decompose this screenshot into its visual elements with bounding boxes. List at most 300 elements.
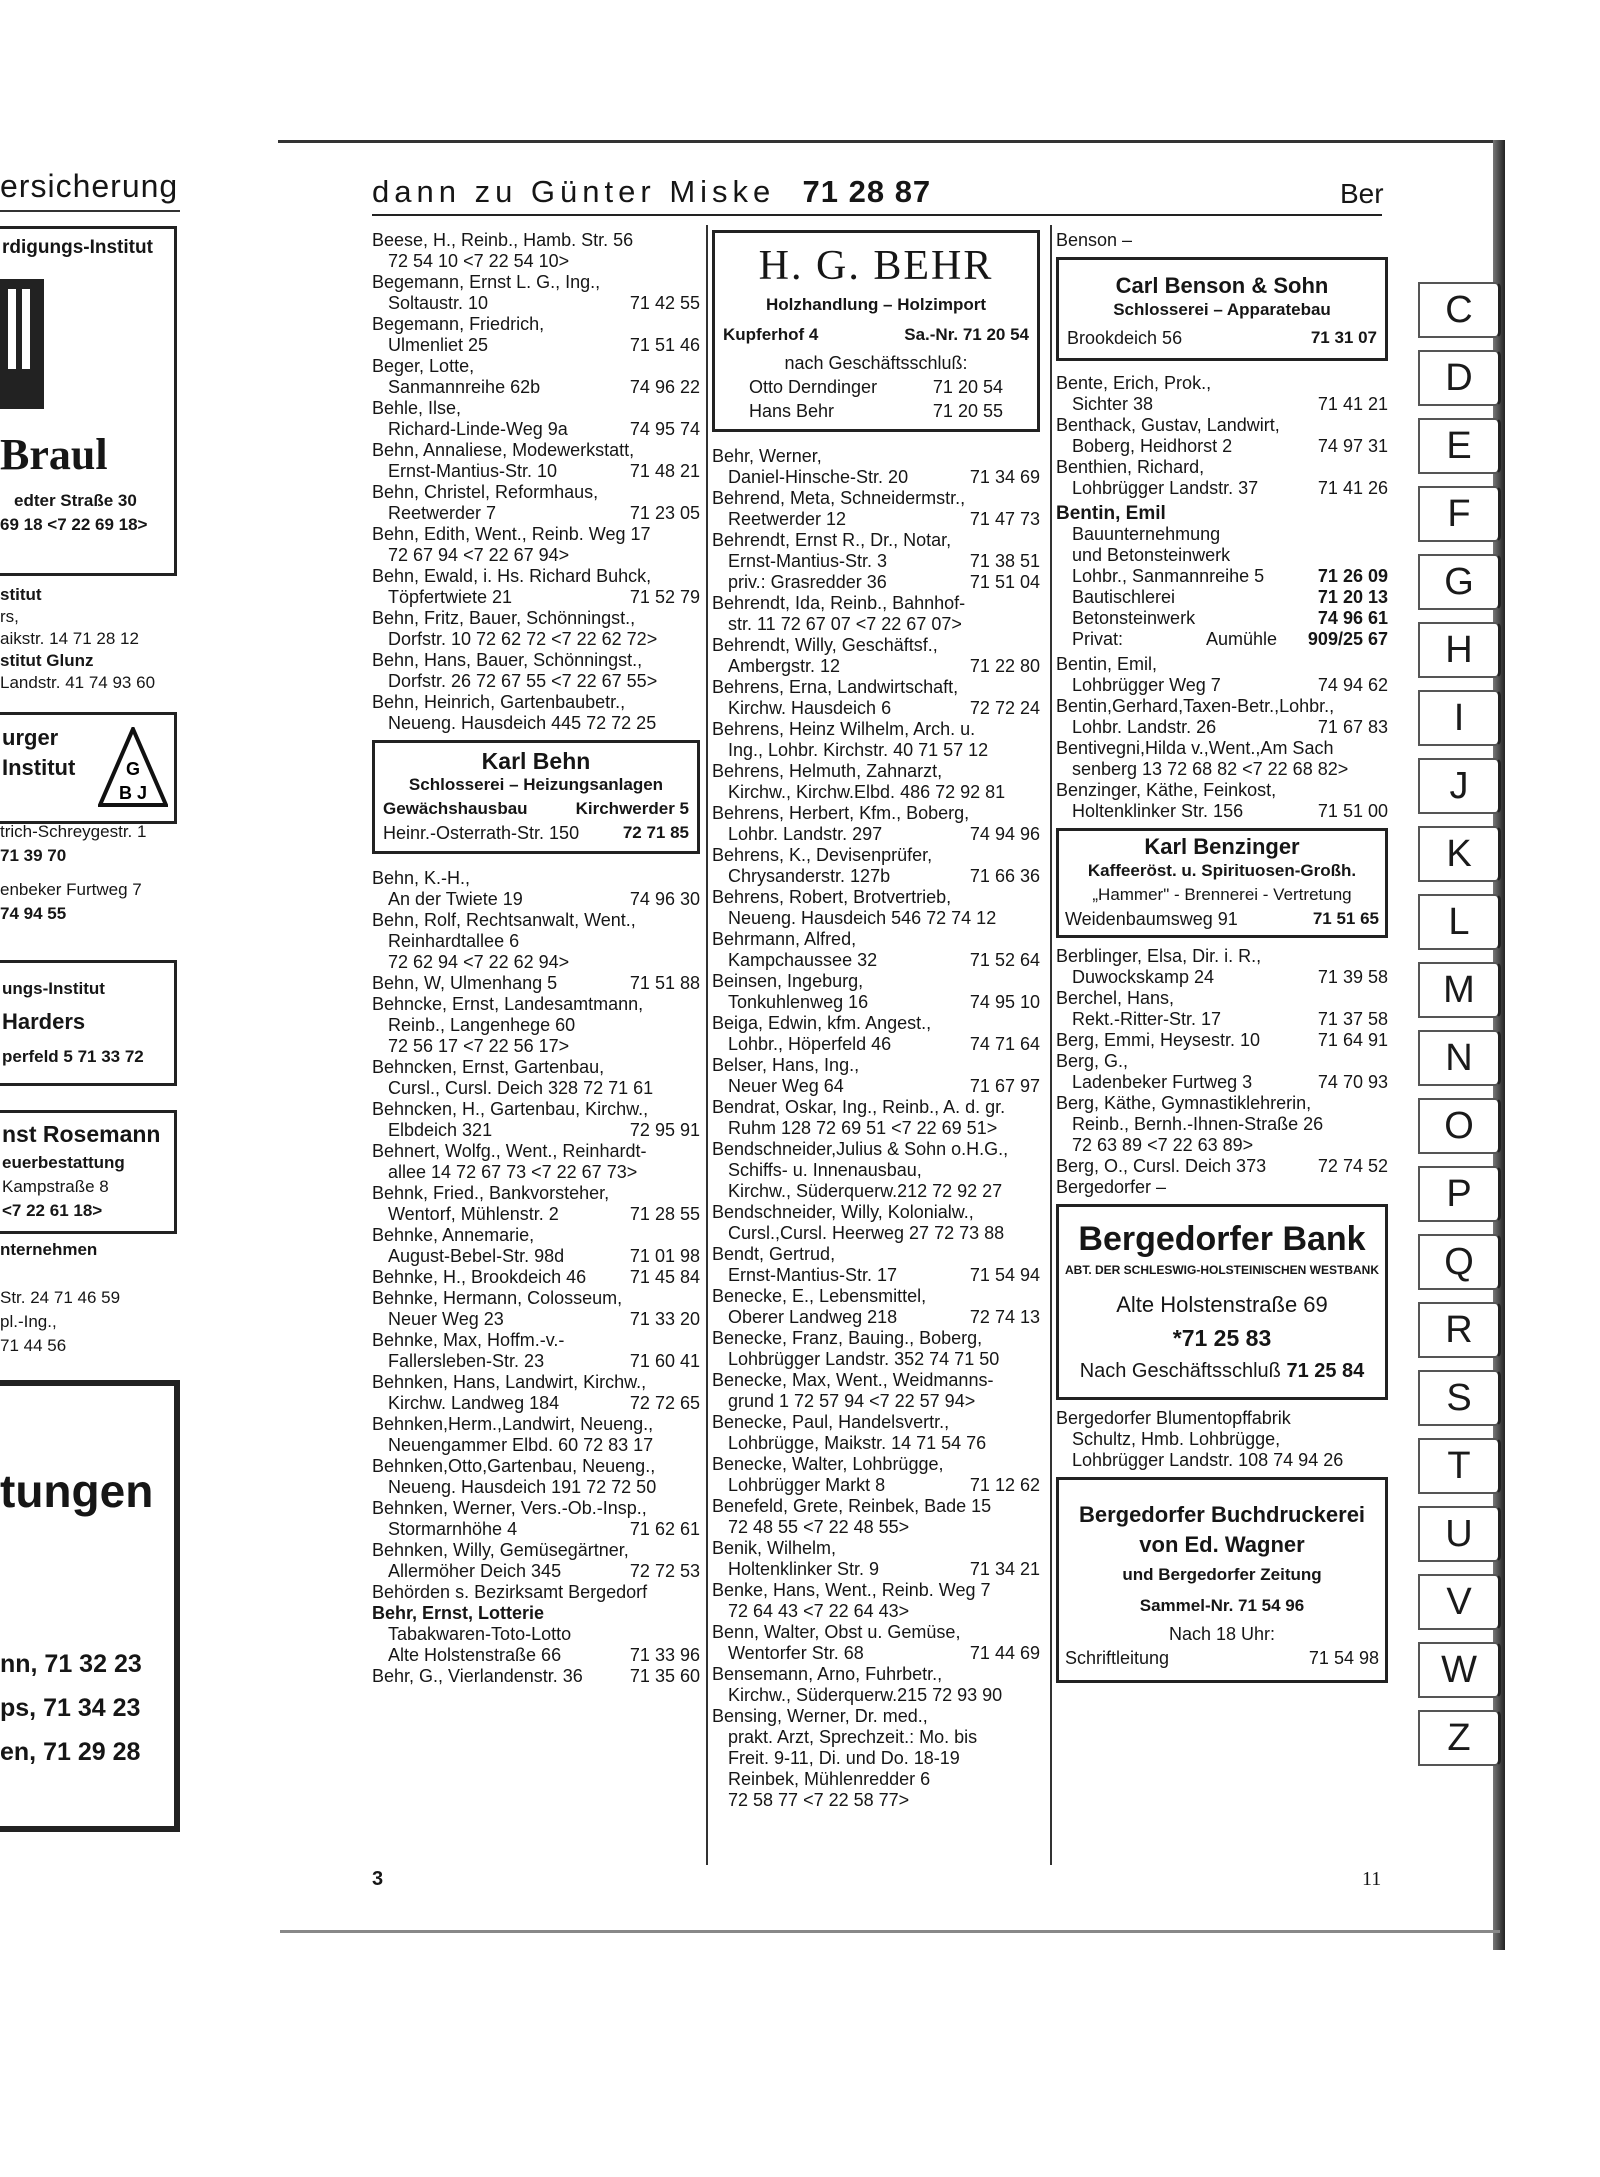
entry-text: Behn, Ewald, i. Hs. Richard Buhck, [372,566,652,586]
tab-letter-q[interactable]: Q [1418,1234,1501,1290]
entry-text: Begemann, Friedrich, [372,314,545,334]
entry-phone: 74 97 31 [1317,436,1388,456]
entry-line [712,1727,1040,1748]
entry-text: Bendrat, Oskar, Ing., Reinb., A. d. gr. [712,1097,1006,1117]
entry-text: Lohbrügger Landstr. 352 74 71 50 [728,1349,1000,1369]
entry-text: Benecke, Walter, Lohbrügge, [712,1454,944,1474]
directory-entry [372,524,700,566]
tab-letter-i[interactable]: I [1418,690,1501,746]
directory-entry [712,1139,1040,1202]
entry-text: Elbdeich 321 [388,1120,493,1140]
directory-entry [372,1582,700,1603]
ad-line: <7 22 61 18> [2,1201,103,1220]
entry-text: Belser, Hans, Ing., [712,1055,860,1075]
directory-entry [1056,1156,1388,1177]
entry-text: Bentivegni,Hilda v.,Went.,Am Sach [1056,738,1334,758]
directory-entry [372,1666,700,1687]
entry-text: Behn, Fritz, Bauer, Schönningst., [372,608,636,628]
tab-letter-z[interactable]: Z [1418,1710,1501,1766]
entry-text: Dorfstr. 26 72 67 55 <7 22 67 55> [388,671,658,691]
ad-line: perfeld 5 71 33 72 [2,1047,144,1066]
directory-entry [712,845,1040,887]
left-line: Str. 24 71 46 59 [0,1288,121,1307]
entry-text: prakt. Arzt, Sprechzeit.: Mo. bis [728,1727,978,1747]
entry-text: Behnke, H., Brookdeich 46 [372,1267,587,1287]
entry-text: Behörden s. Bezirksamt Bergedorf [372,1582,648,1602]
entry-name [372,910,700,931]
entry-phone: 71 67 83 [1317,717,1388,737]
entry-line [712,1517,1040,1538]
entry-line [712,1790,1040,1811]
tab-letter-v[interactable]: V [1418,1574,1501,1630]
tab-letter-o[interactable]: O [1418,1098,1501,1154]
entry-line [712,698,1040,719]
entry-text: Behn, K.-H., [372,868,471,888]
tab-letter-u[interactable]: U [1418,1506,1501,1562]
left-line: nternehmen [0,1240,98,1259]
ad-address: Kupferhof 4 [723,325,819,344]
entry-text: Boberg, Heidhorst 2 [1072,436,1233,456]
entry-text: Neueng. Hausdeich 191 72 72 50 [388,1477,657,1497]
entry-text: Schiffs- u. Innenausbau, [728,1160,922,1180]
entry-phone: 71 34 21 [969,1559,1040,1579]
entry-phone: 71 66 36 [969,866,1040,886]
entry-text: Behncken, Ernst, Gartenbau, [372,1057,605,1077]
entry-text: Bendt, Gertrud, [712,1244,836,1264]
directory-entry [372,910,700,973]
entry-text: Berblinger, Elsa, Dir. i. R., [1056,946,1262,966]
entry-name [372,272,700,293]
directory-entry [372,1183,700,1225]
entry-line [372,931,700,952]
tab-letter-r[interactable]: R [1418,1302,1501,1358]
entry-line [372,1036,700,1057]
directory-entry [372,1414,700,1456]
entry-text: Allermöher Deich 345 [388,1561,562,1581]
entry-text: Berg, O., Cursl. Deich 373 [1056,1156,1267,1176]
entry-name [372,230,700,251]
building-icon [0,279,44,409]
entry-text: Beese, H., Reinb., Hamb. Str. 56 [372,230,634,250]
entry-phone: 74 95 10 [969,992,1040,1012]
entry-line: Privat: [1072,629,1124,649]
entry-name [712,929,1040,950]
entry-text: Ernst-Mantius-Str. 17 [728,1265,898,1285]
entry-line [712,1475,1040,1496]
directory-entry [1056,1177,1388,1198]
ad-hg-behr [712,230,1040,432]
entry-phone: 72 74 52 [1317,1156,1388,1176]
entry-text: Ladenbeker Furtweg 3 [1072,1072,1253,1092]
entry-line [1056,1135,1388,1156]
entry-name [1056,1030,1388,1051]
entry-name [372,650,700,671]
entry-text: Benefeld, Grete, Reinbek, Bade 15 [712,1496,992,1516]
directory-entry [712,1664,1040,1706]
ad-name: von Ed. Wagner [1139,1532,1305,1557]
tab-letter-w[interactable]: W [1418,1642,1501,1698]
entry-phone: 74 96 30 [629,889,700,909]
tab-letter-s[interactable]: S [1418,1370,1501,1426]
entry-name [712,1055,1040,1076]
entry-name [1056,946,1388,967]
entry-line [372,1477,700,1498]
entry-name [712,1244,1040,1265]
directory-entry [712,1496,1040,1538]
left-line: Landstr. 41 74 93 60 [0,673,156,692]
entry-line [372,1015,700,1036]
entry-text: Benecke, Franz, Bauing., Boberg, [712,1328,983,1348]
entry-name [1056,373,1388,394]
ad-phone: Sammel-Nr. 71 54 96 [1139,1596,1305,1615]
left-line: 71 39 70 [0,846,67,865]
entry-name [712,1370,1040,1391]
entry-line [712,509,1040,530]
entry-line [1056,801,1388,822]
gbj-logo-icon [98,727,168,807]
entry-name [712,1538,1040,1559]
entry-name [712,719,1040,740]
tab-letter-g[interactable]: G [1418,554,1501,610]
entry-text: Beger, Lotte, [372,356,475,376]
entry-name [1056,1093,1388,1114]
entry-text: Berchel, Hans, [1056,988,1175,1008]
directory-entry [712,488,1040,530]
entry-name [712,446,1040,467]
entry-text: 72 56 17 <7 22 56 17> [388,1036,570,1056]
entry-phone: 71 67 97 [969,1076,1040,1096]
entry-phone: 909/25 67 [1307,629,1388,649]
entry-text: Begemann, Ernst L. G., Ing., [372,272,601,292]
tab-letter-m[interactable]: M [1418,962,1501,1018]
tab-letter-d[interactable]: D [1418,350,1501,406]
ad-line: nn, 71 32 23 [0,1650,142,1678]
entry-name [372,1498,700,1519]
entry-phone: 71 41 26 [1317,478,1388,498]
entry-text: Behn, Heinrich, Gartenbaubetr., [372,692,626,712]
entry-text: Behnert, Wolfg., Went., Reinhardt- [372,1141,647,1161]
tab-letter-c[interactable]: C [1418,282,1501,338]
ad-name: Carl Benson & Sohn [1115,273,1329,298]
entry-text: 72 67 94 <7 22 67 94> [388,545,570,565]
entry-name [712,1139,1040,1160]
directory-entry [712,1706,1040,1811]
entry-text: Lohbrügger Weg 7 [1072,675,1221,695]
directory-entry [1056,946,1388,988]
entry-text: 72 63 89 <7 22 63 89> [1072,1135,1254,1155]
directory-entry [372,1141,700,1183]
directory-entry [372,1288,700,1330]
directory-entry [712,761,1040,803]
entry-text: Behr, Werner, [712,446,822,466]
ad-line: Nach 18 Uhr: [1168,1624,1276,1644]
entry-text: Bentin, Emil, [1056,654,1158,674]
entry-phone: 72 74 13 [969,1307,1040,1327]
entry-phone: 74 70 93 [1317,1072,1388,1092]
entry-name [712,1706,1040,1727]
entry-line [712,1748,1040,1769]
entry-text: Tonkuhlenweg 16 [728,992,869,1012]
directory-entry [712,1244,1040,1286]
entry-phone: 71 54 94 [969,1265,1040,1285]
entry-text: Behnke, Annemarie, [372,1225,535,1245]
entry-line [712,866,1040,887]
entry-text: Behrendt, Ernst R., Dr., Notar, [712,530,952,550]
ad-line: ps, 71 34 23 [0,1694,141,1722]
entry-text: Reinb., Langenhege 60 [388,1015,576,1035]
tab-letter-n[interactable]: N [1418,1030,1501,1086]
ad-karl-benzinger [1056,828,1388,938]
entry-phone: 71 52 79 [629,587,700,607]
entry-text: Kirchw. Hausdeich 6 [728,698,892,718]
directory-entry [372,440,700,482]
entry-line [712,1685,1040,1706]
svg-text:B J: B J [118,783,148,803]
directory-entry [712,1538,1040,1580]
entry-text: 72 64 43 <7 22 64 43> [728,1601,910,1621]
entry-text: Behrendt, Willy, Geschäftsf., [712,635,938,655]
entry-text: Reetwerder 12 [728,509,847,529]
page-bottom-edge [280,1930,1500,1933]
entry-phone: 71 38 51 [969,551,1040,571]
entry-text: Ruhm 128 72 69 51 <7 22 69 51> [728,1118,998,1138]
entry-name [372,1540,700,1561]
entry-name [372,566,700,587]
ad-line: nach Geschäftsschluß: [784,353,968,373]
entry-text: Daniel-Hinsche-Str. 20 [728,467,909,487]
entry-name [372,1267,700,1288]
directory-entry [712,1286,1040,1328]
entry-name [372,608,700,629]
entry-text: Sanmannreihe 62b [388,377,541,397]
entry-text: Duwockskamp 24 [1072,967,1215,987]
entry-name [712,803,1040,824]
ad-title: rdigungs-Institut [2,237,153,258]
entry-line [712,950,1040,971]
entry-bentin-emil [1056,503,1388,650]
entry-text: Cursl.,Cursl. Heerweg 27 72 73 88 [728,1223,1005,1243]
entry-phone: 71 45 84 [629,1267,700,1287]
entry-text: Neueng. Hausdeich 546 72 74 12 [728,908,997,928]
entry-line [712,1601,1040,1622]
directory-entry [372,1225,700,1267]
directory-entry [372,1456,700,1498]
column-2 [712,230,1040,1811]
entry-phone: 71 51 04 [969,572,1040,592]
entry-text: Kirchw. Landweg 184 [388,1393,560,1413]
entry-line [712,1391,1040,1412]
entry-name [1056,457,1388,478]
svg-text:G: G [125,759,141,779]
entry-name [712,635,1040,656]
entry-text: Behrendt, Ida, Reinb., Bahnhof- [712,593,966,613]
directory-entry [372,230,700,272]
tab-letter-k[interactable]: K [1418,826,1501,882]
entry-line: Betonsteinwerk [1072,608,1196,628]
entry-text: Beiga, Edwin, kfm. Angest., [712,1013,932,1033]
tab-letter-j[interactable]: J [1418,758,1501,814]
running-head-number: 71 28 87 [802,174,932,209]
entry-phone: 71 35 60 [629,1666,700,1686]
entry-text: An der Twiete 19 [388,889,523,909]
entry-name [372,1183,700,1204]
entry-line [372,1561,700,1582]
entry-text: Behn, Hans, Bauer, Schönningst., [372,650,643,670]
entry-text: Chrysanderstr. 127b [728,866,891,886]
entry-name [712,1664,1040,1685]
directory-entry [712,1370,1040,1412]
entry-text: 72 54 10 <7 22 54 10> [388,251,570,271]
left-line: aikstr. 14 71 28 12 [0,629,139,648]
entry-line [372,713,700,734]
entry-phone: 74 95 74 [629,419,700,439]
entry-text: Neuengammer Elbd. 60 72 83 17 [388,1435,654,1455]
entry-line [712,1223,1040,1244]
entry-line [372,889,700,910]
entry-text: Ernst-Mantius-Str. 10 [388,461,558,481]
directory-entry [372,1540,700,1582]
entry-text: Tabakwaren-Toto-Lotto [388,1624,572,1644]
entry-text: Bensing, Werner, Dr. med., [712,1706,928,1726]
ad-phone: 72 71 85 [622,823,689,842]
directory-entry [712,1097,1040,1139]
entry-line [372,1351,700,1372]
entry-phone: 71 52 64 [969,950,1040,970]
entry-text: Bentin,Gerhard,Taxen-Betr.,Lohbr., [1056,696,1335,716]
ad-name: H. G. BEHR [758,243,994,289]
directory-entry [1056,457,1388,499]
entry-text: Töpfertwiete 21 [388,587,513,607]
entry-name [372,356,700,377]
directory-entry [372,973,700,994]
directory-entry [712,1013,1040,1055]
entry-text: Benecke, Paul, Handelsvertr., [712,1412,950,1432]
left-line: trich-Schreygestr. 1 [0,822,147,841]
entry-line [712,992,1040,1013]
entry-line [712,1433,1040,1454]
entry-name [712,488,1040,509]
tab-letter-h[interactable]: H [1418,622,1501,678]
entry-list [372,868,700,1687]
entry-line [372,587,700,608]
entry-text: Holtenklinker Str. 156 [1072,801,1244,821]
entry-text: Ing., Lohbr. Kirchstr. 40 71 57 12 [728,740,989,760]
directory-entry [372,1498,700,1540]
entry-line [1056,1009,1388,1030]
directory-entry [712,1580,1040,1622]
entry-line [1056,478,1388,499]
tab-letter-f[interactable]: F [1418,486,1501,542]
entry-line [712,656,1040,677]
directory-entry [712,1328,1040,1370]
entry-text: Ambergstr. 12 [728,656,841,676]
entry-text: Behn, Christel, Reformhaus, [372,482,599,502]
ad-brand: Braul [0,430,108,479]
entry-name [372,994,700,1015]
directory-entry [372,356,700,398]
ad-phone: 71 20 55 [932,401,1003,421]
entry-text: Benecke, E., Lebensmittel, [712,1286,927,1306]
entry-name [372,1456,700,1477]
entry-name [712,1496,1040,1517]
tab-letter-e[interactable]: E [1418,418,1501,474]
directory-entry [712,593,1040,635]
tab-letter-l[interactable]: L [1418,894,1501,950]
ad-line: Kirchwerder 5 [575,799,689,818]
ad-line: und Bergedorfer Zeitung [1122,1565,1322,1584]
entry-text: Behn, W, Ulmenhang 5 [372,973,558,993]
entry-text: Behrens, K., Devisenprüfer, [712,845,933,865]
tab-letter-p[interactable]: P [1418,1166,1501,1222]
entry-list [1056,946,1388,1198]
directory-entry [712,1412,1040,1454]
entry-line [712,1160,1040,1181]
entry-name [372,482,700,503]
entry-text: Behncke, Ernst, Landesamtmann, [372,994,644,1014]
entry-name [372,1288,700,1309]
ad-harders [0,960,177,1086]
running-head [372,174,931,210]
ad-funeral-institute [0,226,177,576]
ad-line: Schlosserei – Heizungsanlagen [408,775,664,794]
entry-line [372,1246,700,1267]
entry-text: Lohbr. Landstr. 297 [728,824,883,844]
directory-entry [1056,988,1388,1030]
ad-carl-benson [1056,257,1388,361]
entry-line: und Betonsteinwerk [1072,545,1231,565]
entry-text: Berg, G., [1056,1051,1129,1071]
directory-entry [372,994,700,1057]
entry-text: Bendschneider,Julius & Sohn o.H.G., [712,1139,1009,1159]
ad-name: Bergedorfer Buchdruckerei [1078,1502,1366,1527]
entry-text: Behr, Ernst, Lotterie [372,1603,545,1623]
directory-entry [712,1202,1040,1244]
entry-name [712,1328,1040,1349]
entry-phone: 71 34 69 [969,467,1040,487]
entry-line [1056,1072,1388,1093]
entry-line [372,251,700,272]
entry-name [372,1582,700,1603]
ad-line: Nach Geschäftsschluß [1079,1360,1281,1382]
entry-text: Lohbrügger Markt 8 [728,1475,886,1495]
entry-phone: 72 72 24 [969,698,1040,718]
tab-letter-t[interactable]: T [1418,1438,1501,1494]
entry-text: Richard-Linde-Weg 9a [388,419,568,439]
entry-line [372,377,700,398]
directory-entry [372,1330,700,1372]
entry-line [372,671,700,692]
entry-name [1056,1051,1388,1072]
entry-phone: 74 71 64 [969,1034,1040,1054]
ad-address: Alte Holstenstraße 69 [1116,1292,1328,1317]
entry-text: Behnken,Otto,Gartenbau, Neueng., [372,1456,656,1476]
entry-text: Lohbrügger Landstr. 108 74 94 26 [1072,1450,1344,1470]
entry-phone: 71 44 69 [969,1643,1040,1663]
entry-text: Behrens, Heinz Wilhelm, Arch. u. [712,719,976,739]
ad-line: Kaffeeröst. u. Spirituosen-Großh. [1087,861,1357,880]
directory-entry [712,929,1040,971]
entry-name [712,593,1040,614]
entry-line [712,1559,1040,1580]
ad-line: Institut [2,755,76,780]
entry-line [372,629,700,650]
entry-text: Kirchw., Süderquerw.215 72 93 90 [728,1685,1003,1705]
entry-name [372,1414,700,1435]
entry-text: str. 11 72 67 07 <7 22 67 07> [728,614,962,634]
ad-contact: Hans Behr [749,401,835,421]
ad-bestattungen [0,1380,180,1832]
ad-line: Kampstraße 8 [2,1177,109,1196]
